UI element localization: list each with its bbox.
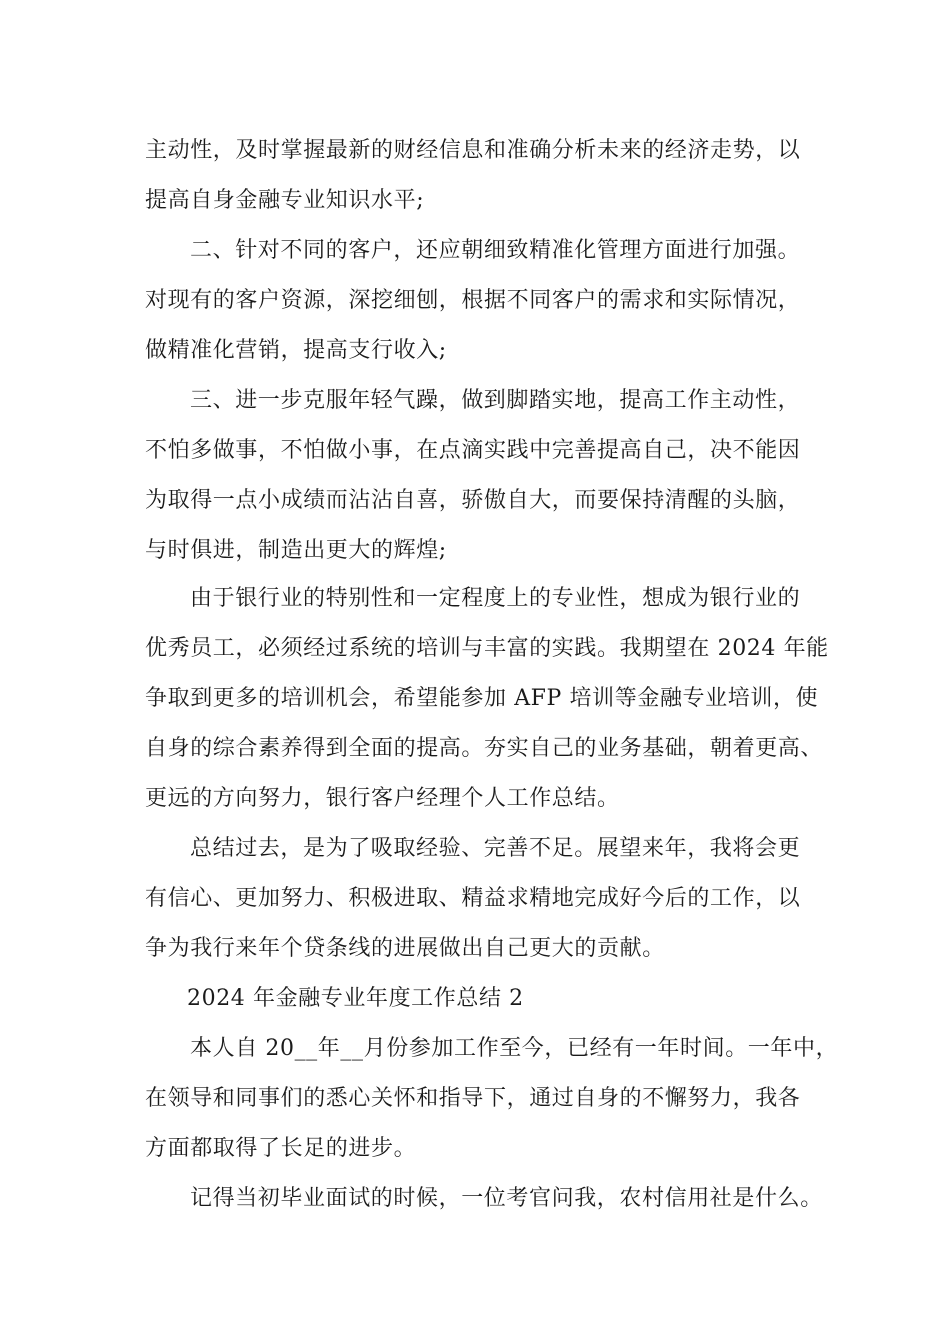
paragraph-line: 在领导和同事们的悉心关怀和指导下，通过自身的不懈努力，我各 [145, 1086, 801, 1111]
paragraph-line: 由于银行业的特别性和一定程度上的专业性，想成为银行业的 [190, 586, 801, 611]
paragraph-line: 做精准化营销，提高支行收入; [145, 338, 447, 363]
paragraph-line: 争取到更多的培训机会，希望能参加 AFP 培训等金融专业培训，使 [145, 686, 819, 711]
paragraph-line: 自身的综合素养得到全面的提高。夯实自己的业务基础，朝着更高、 [145, 736, 824, 761]
paragraph-line: 提高自身金融专业知识水平; [145, 188, 425, 213]
paragraph-line: 总结过去，是为了吸取经验、完善不足。展望来年，我将会更 [190, 836, 801, 861]
paragraph-line: 主动性，及时掌握最新的财经信息和准确分析未来的经济走势，以 [145, 138, 801, 163]
paragraph-line: 记得当初毕业面试的时候，一位考官问我，农村信用社是什么。 [190, 1186, 823, 1211]
paragraph-line: 争为我行来年个贷条线的进展做出自己更大的贡献。 [145, 936, 665, 961]
paragraph-line: 优秀员工，必须经过系统的培训与丰富的实践。我期望在 2024 年能 [145, 636, 829, 661]
paragraph-line: 不怕多做事，不怕做小事，在点滴实践中完善提高自己，决不能因 [145, 438, 801, 463]
paragraph-line: 二、针对不同的客户，还应朝细致精准化管理方面进行加强。 [190, 238, 801, 263]
paragraph-line: 本人自 20__年__月份参加工作至今，已经有一年时间。一年中， [190, 1036, 839, 1061]
paragraph-line: 有信心、更加努力、积极进取、精益求精地完成好今后的工作，以 [145, 886, 801, 911]
paragraph-line: 与时俱进，制造出更大的辉煌; [145, 538, 447, 563]
paragraph-line: 为取得一点小成绩而沾沾自喜，骄傲自大，而要保持清醒的头脑， [145, 488, 801, 513]
paragraph-line: 对现有的客户资源，深挖细刨，根据不同客户的需求和实际情况， [145, 288, 801, 313]
paragraph-line: 三、进一步克服年轻气躁，做到脚踏实地，提高工作主动性， [190, 388, 801, 413]
paragraph-line: 方面都取得了长足的进步。 [145, 1136, 417, 1161]
paragraph-line: 更远的方向努力，银行客户经理个人工作总结。 [145, 786, 620, 811]
section-heading: 2024 年金融专业年度工作总结 2 [187, 986, 524, 1011]
